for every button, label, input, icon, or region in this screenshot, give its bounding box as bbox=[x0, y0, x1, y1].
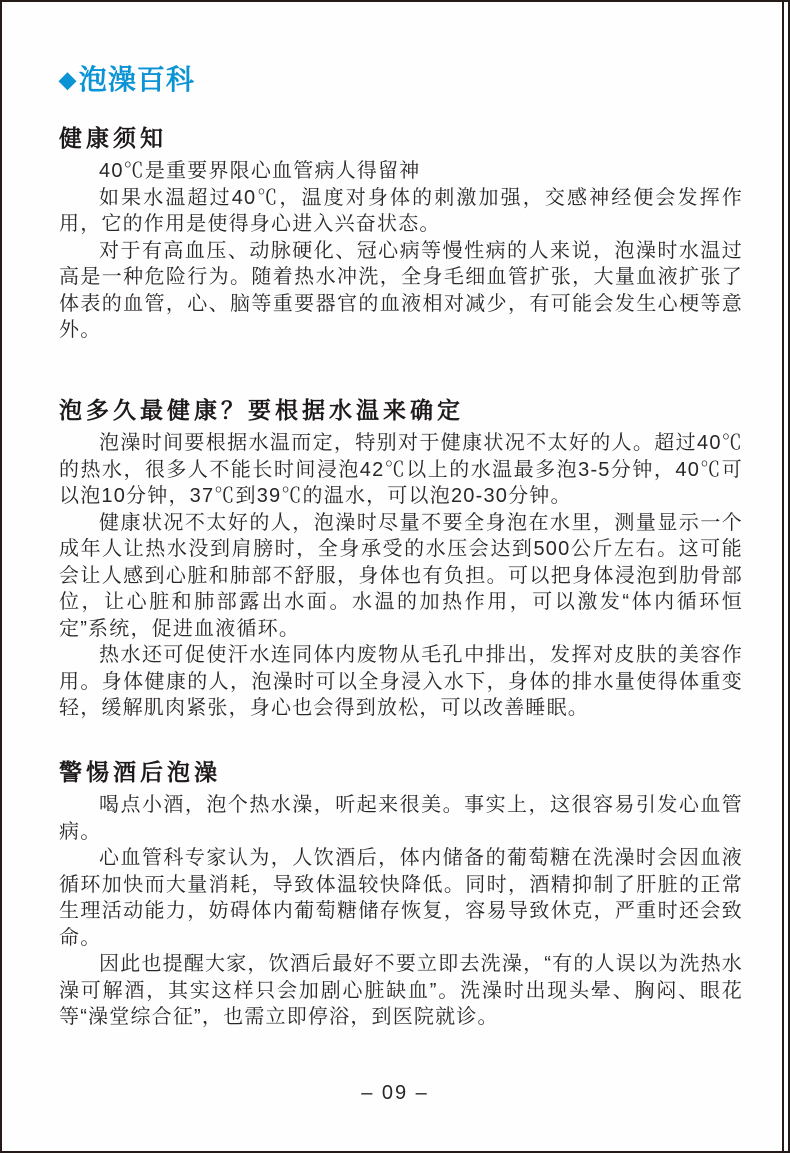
section-body-alcohol-warning bbox=[59, 792, 743, 1031]
section-body-health-notice bbox=[59, 158, 743, 344]
section-body-soak-duration bbox=[59, 430, 743, 722]
page-title-text: 泡澡百科 bbox=[78, 64, 195, 95]
paragraph: 对于有高血压、动脉硬化、冠心病等慢性病的人来说，泡澡时水温过高是一种危险行为。随着热水冲洗，全身毛细血管扩张，大量血液扩张了体表的血管，心、脑等重要器官的血液相对减少，有可能会发生心梗等意外。 bbox=[59, 239, 743, 341]
page-edge-line bbox=[782, 2, 784, 1151]
page-title bbox=[59, 58, 195, 98]
section-heading-soak-duration: 泡多久最健康？要根据水温来确定 bbox=[59, 397, 464, 423]
paragraph: 40℃是重要界限心血管病人得留神 bbox=[99, 160, 421, 182]
section-heading-alcohol-warning: 警惕酒后泡澡 bbox=[59, 759, 221, 785]
paragraph: 健康状况不太好的人，泡澡时尽量不要全身泡在水里，测量显示一个成年人让热水没到肩膀时，全身承受的水压会达到500公斤左右。这可能会让人感到心脏和肺部不舒服，身体也有负担。可以把身体浸泡到肋骨部位，让心脏和肺部露出水面。水温的加热作用，可以激发“体内循环恒定”系统，促进血液循环。 bbox=[59, 511, 743, 640]
paragraph: 如果水温超过40℃，温度对身体的刺激加强，交感神经便会发挥作用，它的作用是使得身心进入兴奋状态。 bbox=[59, 186, 743, 235]
page-number: – 09 – bbox=[361, 1082, 429, 1104]
paragraph: 心血管科专家认为，人饮酒后，体内储备的葡萄糖在洗澡时会因血液循环加快而大量消耗，导致体温较快降低。同时，酒精抑制了肝脏的正常生理活动能力，妨碍体内葡萄糖储存恢复，容易导致休克，严重时还会致命。 bbox=[59, 847, 743, 949]
section-heading-health-notice: 健康须知 bbox=[59, 125, 167, 151]
diamond-bullet-icon: ◆ bbox=[59, 67, 77, 92]
paragraph: 因此也提醒大家，饮酒后最好不要立即去洗澡，“有的人误以为洗热水澡可解酒，其实这样只会加剧心脏缺血”。洗澡时出现头晕、胸闷、眼花等“澡堂综合征”，也需立即停浴，到医院就诊。 bbox=[59, 953, 743, 1028]
paragraph: 泡澡时间要根据水温而定，特别对于健康状况不太好的人。超过40℃的热水，很多人不能长时间浸泡42℃以上的水温最多泡3-5分钟，40℃可以泡10分钟，37℃到39℃的温水，可以泡20-30分钟。 bbox=[59, 432, 743, 507]
paragraph: 喝点小酒，泡个热水澡，听起来很美。事实上，这很容易引发心血管病。 bbox=[59, 794, 743, 843]
paragraph: 热水还可促使汗水连同体内废物从毛孔中排出，发挥对皮肤的美容作用。身体健康的人，泡澡时可以全身浸入水下，身体的排水量使得体重变轻，缓解肌肉紧张，身心也会得到放松，可以改善睡眠。 bbox=[59, 644, 743, 719]
